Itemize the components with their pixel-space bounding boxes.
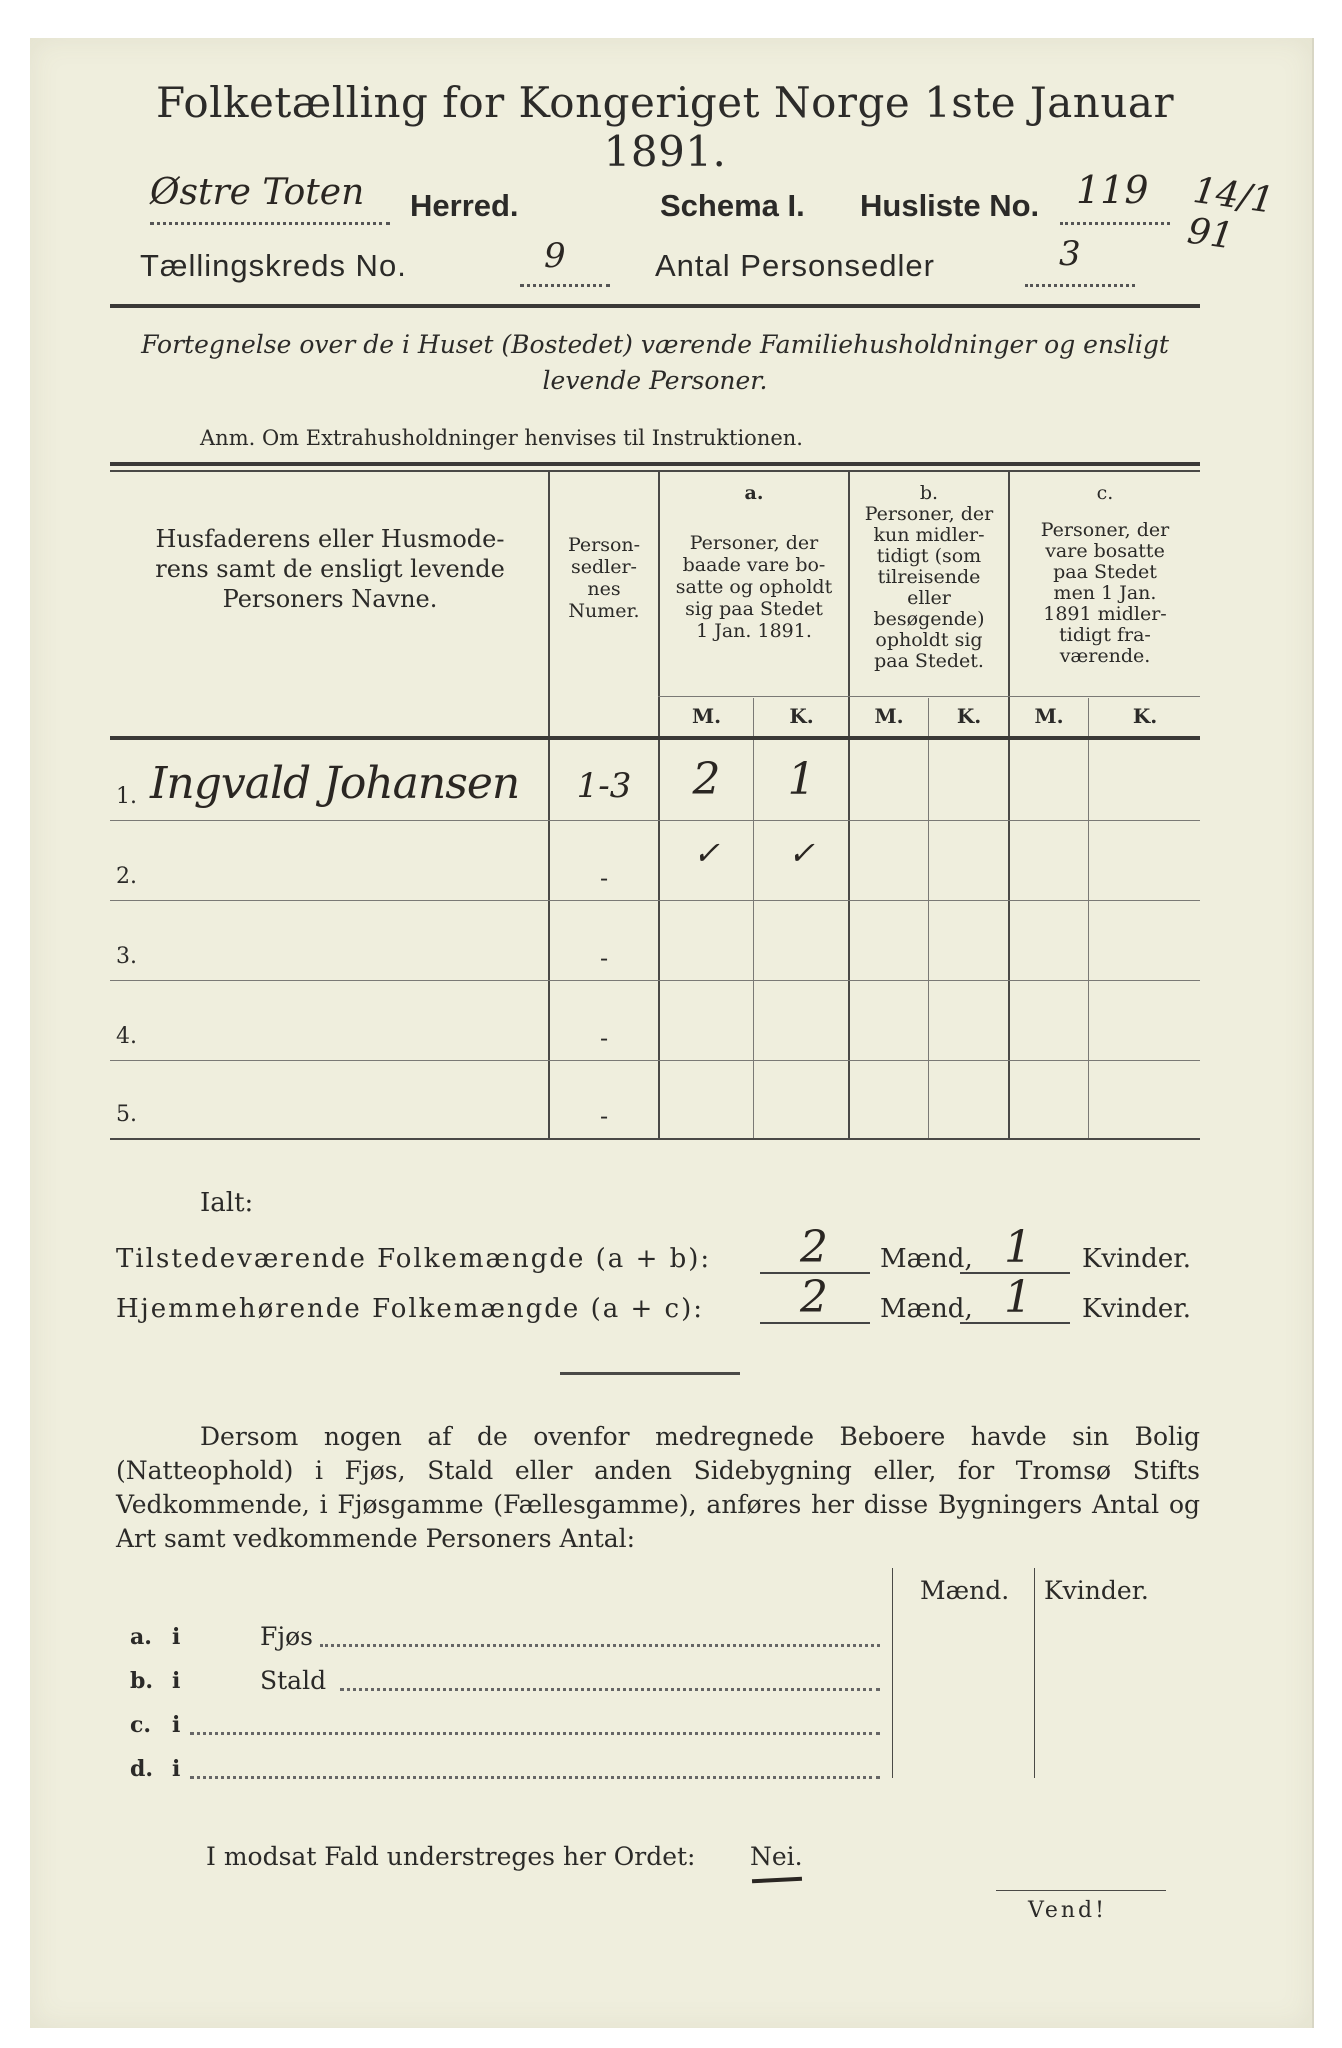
row-number: 1. (116, 784, 137, 809)
buildings-maend-header: Mænd. (920, 1576, 1010, 1605)
tilstede-k-value: 1 (1004, 1222, 1032, 1273)
herred-value: Østre Toten (150, 172, 365, 213)
buildings-col-divider (1034, 1568, 1035, 1778)
antal-field[interactable] (1025, 234, 1135, 287)
nei-underline (752, 1877, 802, 1884)
a-m-label: M. (691, 704, 722, 728)
building-row-letter: b. (130, 1668, 154, 1694)
section-divider (560, 1372, 740, 1375)
col-a-letter: a. (744, 482, 764, 504)
col-divider (928, 698, 929, 1138)
mk-top-rule (658, 696, 1200, 697)
tilstede-kvinder: Kvinder. (1082, 1244, 1192, 1274)
building-row-label: Fjøs (260, 1622, 313, 1651)
row-sedler[interactable]: - (599, 1024, 609, 1052)
a-k-label: K. (789, 704, 814, 728)
hjemme-label: Hjemmehørende Folkemængde (a + c): (116, 1294, 704, 1324)
building-row-dots (190, 1732, 880, 1735)
tilstede-label: Tilstedeværende Folkemængde (a + b): (116, 1244, 712, 1274)
row-sedler[interactable]: - (599, 944, 609, 972)
nei-word[interactable]: Nei. (750, 1842, 803, 1871)
tilstede-m-field[interactable] (760, 1222, 870, 1274)
col-name-header: Husfaderens eller Husmode- rens samt de ensligt levende Personers Navne. (155, 525, 505, 613)
schema-label: Schema I. (660, 188, 805, 223)
header-rule (110, 304, 1200, 308)
modsat-text: I modsat Fald understreges her Ordet: (206, 1842, 696, 1871)
c-m-label: M. (1034, 704, 1064, 728)
building-row-letter: a. (130, 1624, 152, 1650)
antal-label: Antal Personsedler (655, 248, 935, 283)
row-a-m[interactable]: ✓ (693, 834, 720, 872)
col-num-header: Person- sedler- nes Numer. (567, 534, 641, 622)
building-row-dots (320, 1644, 880, 1647)
row-rule (110, 900, 1200, 901)
hjemme-maend: Mænd, (880, 1294, 973, 1324)
herred-field[interactable] (150, 172, 390, 225)
buildings-text: Dersom nogen af de ovenfor medregnede Beboere havde sin Bolig (Natteophold) i Fjøs, Stald eller anden Sidebygning eller, for Tromsø Stifts Vedkommende, i Fjøsgamme (Fællesgamme), anføres her disse Bygningers Antal og Art samt vedkommende Personers Antal: (116, 1422, 1200, 1553)
b-m-label: M. (874, 704, 904, 728)
anm-note: Anm. Om Extrahusholdninger henvises til Instruktionen. (200, 426, 803, 450)
vend-rule (996, 1890, 1166, 1891)
buildings-col-divider (892, 1568, 893, 1778)
col-divider (753, 698, 754, 1138)
table-header-rule (110, 736, 1200, 740)
tilstede-k-field[interactable] (960, 1222, 1070, 1274)
building-row-dots (190, 1776, 880, 1779)
building-row-dots (340, 1688, 880, 1691)
census-form (30, 38, 1314, 2028)
ialt-label: Ialt: (200, 1188, 254, 1218)
building-row-label: Stald (260, 1666, 327, 1695)
row-sedler[interactable]: - (599, 1102, 609, 1130)
col-c-header: Personer, der vare bosatte paa Stedet men 1 Jan. 1891 midler- tidigt fra- værende. (1040, 519, 1170, 667)
intro-line1: Fortegnelse over de i Huset (Bostedet) værende Familiehusholdninger og ensligt (141, 330, 1169, 359)
building-row-i: i (172, 1712, 181, 1738)
col-b-letter: b. (919, 482, 939, 504)
row-number: 2. (116, 864, 137, 889)
row-number: 3. (116, 944, 137, 969)
hjemme-k-field[interactable] (960, 1272, 1070, 1324)
antal-value: 3 (1059, 234, 1081, 274)
row-name[interactable]: Ingvald Johansen (150, 758, 520, 809)
row-rule (110, 980, 1200, 981)
c-k-label: K. (1132, 704, 1158, 728)
row-rule (110, 1060, 1200, 1061)
row-rule (110, 820, 1200, 821)
buildings-kvinder-header: Kvinder. (1044, 1576, 1149, 1605)
col-b-header: Personer, der kun midler- tidigt (som tilreisende eller besøgende) opholdt sig paa Stedet. (864, 503, 994, 672)
building-row-letter: c. (130, 1712, 152, 1738)
row-number: 5. (116, 1102, 137, 1127)
col-c-letter: c. (1096, 482, 1114, 504)
row-sedler[interactable]: - (599, 864, 609, 892)
row-a-k[interactable]: ✓ (788, 834, 815, 872)
building-row-letter: d. (130, 1756, 154, 1782)
hjemme-m-field[interactable] (760, 1272, 870, 1324)
col-divider (1088, 698, 1089, 1138)
hjemme-k-value: 1 (1004, 1272, 1032, 1323)
tilstede-maend: Mænd, (880, 1244, 973, 1274)
table-top-rule2 (110, 470, 1200, 472)
hjemme-m-value: 2 (800, 1272, 828, 1323)
table-top-rule (110, 462, 1200, 466)
kreds-value: 9 (544, 236, 566, 276)
intro-line2: levende Personer. (542, 366, 768, 395)
table-bottom-rule (110, 1138, 1200, 1140)
side-note: 14/1 91 (1184, 169, 1277, 258)
row-number: 4. (116, 1024, 137, 1049)
husliste-label: Husliste No. (860, 188, 1040, 223)
kreds-label: Tællingskreds No. (140, 248, 407, 283)
husliste-value: 119 (1076, 168, 1149, 212)
kreds-field[interactable] (520, 236, 610, 287)
building-row-i: i (172, 1624, 181, 1650)
tilstede-m-value: 2 (800, 1222, 828, 1273)
b-k-label: K. (956, 704, 982, 728)
col-a-header: Personer, der baade vare bo- satte og opholdt sig paa Stedet 1 Jan. 1891. (675, 532, 833, 642)
row-sedler[interactable]: 1-3 (576, 766, 632, 806)
hjemme-kvinder: Kvinder. (1082, 1294, 1192, 1324)
herred-label: Herred. (410, 188, 519, 223)
building-row-i: i (172, 1756, 181, 1782)
form-title: Folketælling for Kongeriget Norge 1ste Januar 1891. (155, 78, 1175, 176)
row-a-m[interactable]: 2 (692, 754, 721, 805)
building-row-i: i (172, 1668, 181, 1694)
husliste-field[interactable] (1060, 168, 1170, 225)
row-a-k[interactable]: 1 (787, 754, 816, 805)
vend-label: Vend! (1028, 1898, 1107, 1923)
